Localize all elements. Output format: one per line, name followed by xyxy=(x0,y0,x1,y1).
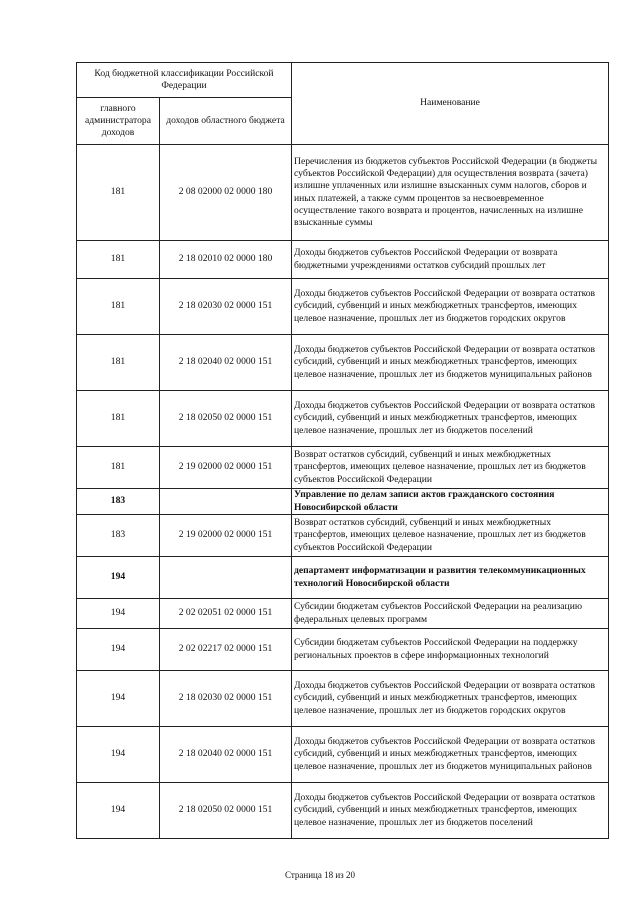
income-code-cell xyxy=(160,557,292,599)
admin-code-cell: 194 xyxy=(77,671,160,727)
income-code-cell: 2 18 02050 02 0000 151 xyxy=(160,783,292,839)
admin-code-cell: 181 xyxy=(77,335,160,391)
table-row xyxy=(77,599,609,629)
table-row xyxy=(77,515,609,557)
table-row xyxy=(77,783,609,839)
income-code-cell: 2 08 02000 02 0000 180 xyxy=(160,145,292,241)
table-row xyxy=(77,671,609,727)
income-code-cell: 2 18 02040 02 0000 151 xyxy=(160,335,292,391)
header-name: Наименование xyxy=(292,63,609,145)
table-row xyxy=(77,279,609,335)
admin-code-cell: 194 xyxy=(77,727,160,783)
admin-code-cell: 183 xyxy=(77,515,160,557)
name-cell: Возврат остатков субсидий, субвенций и иных межбюджетных трансфертов, имеющих целевое назначение, прошлых лет из бюджетов субъектов Российской Федерации xyxy=(292,447,609,489)
income-code-cell: 2 18 02030 02 0000 151 xyxy=(160,279,292,335)
header-admin: главного администратора доходов xyxy=(77,98,160,145)
name-cell: департамент информатизации и развития телекоммуникационных технологий Новосибирской области xyxy=(292,557,609,599)
name-cell: Доходы бюджетов субъектов Российской Федерации от возврата остатков субсидий, субвенций и иных межбюджетных трансфертов, имеющих целевое назначение, прошлых лет из бюджетов городских округов xyxy=(292,279,609,335)
name-cell: Управление по делам записи актов гражданского состояния Новосибирской области xyxy=(292,489,609,515)
table-row xyxy=(77,335,609,391)
admin-code-cell: 194 xyxy=(77,557,160,599)
income-code-cell xyxy=(160,489,292,515)
name-cell: Возврат остатков субсидий, субвенций и иных межбюджетных трансфертов, имеющих целевое назначение, прошлых лет из бюджетов субъектов Российской Федерации xyxy=(292,515,609,557)
name-cell: Субсидии бюджетам субъектов Российской Федерации на поддержку региональных проектов в сфере информационных технологий xyxy=(292,629,609,671)
table-row xyxy=(77,489,609,515)
table-row xyxy=(77,391,609,447)
admin-code-cell: 181 xyxy=(77,279,160,335)
income-code-cell: 2 19 02000 02 0000 151 xyxy=(160,515,292,557)
name-cell: Доходы бюджетов субъектов Российской Федерации от возврата остатков субсидий, субвенций и иных межбюджетных трансфертов, имеющих целевое назначение, прошлых лет из бюджетов муниципальных районов xyxy=(292,335,609,391)
table-body xyxy=(77,145,609,839)
table-row xyxy=(77,241,609,279)
income-code-cell: 2 18 02050 02 0000 151 xyxy=(160,391,292,447)
table-row xyxy=(77,447,609,489)
admin-code-cell: 194 xyxy=(77,599,160,629)
name-cell: Доходы бюджетов субъектов Российской Федерации от возврата бюджетными учреждениями остатков субсидий прошлых лет xyxy=(292,241,609,279)
income-code-cell: 2 18 02030 02 0000 151 xyxy=(160,671,292,727)
income-code-cell: 2 02 02217 02 0000 151 xyxy=(160,629,292,671)
table-row xyxy=(77,727,609,783)
admin-code-cell: 181 xyxy=(77,241,160,279)
income-code-cell: 2 02 02051 02 0000 151 xyxy=(160,599,292,629)
table-row xyxy=(77,557,609,599)
admin-code-cell: 181 xyxy=(77,391,160,447)
admin-code-cell: 183 xyxy=(77,489,160,515)
name-cell: Доходы бюджетов субъектов Российской Федерации от возврата остатков субсидий, субвенций и иных межбюджетных трансфертов, имеющих целевое назначение, прошлых лет из бюджетов поселений xyxy=(292,783,609,839)
income-code-cell: 2 19 02000 02 0000 151 xyxy=(160,447,292,489)
income-code-cell: 2 18 02010 02 0000 180 xyxy=(160,241,292,279)
admin-code-cell: 194 xyxy=(77,629,160,671)
header-income-code: доходов областного бюджета xyxy=(160,98,292,145)
budget-classification-table xyxy=(76,62,609,839)
name-cell: Доходы бюджетов субъектов Российской Федерации от возврата остатков субсидий, субвенций и иных межбюджетных трансфертов, имеющих целевое назначение, прошлых лет из бюджетов муниципальных районов xyxy=(292,727,609,783)
table-row xyxy=(77,145,609,241)
name-cell: Доходы бюджетов субъектов Российской Федерации от возврата остатков субсидий, субвенций и иных межбюджетных трансфертов, имеющих целевое назначение, прошлых лет из бюджетов поселений xyxy=(292,391,609,447)
admin-code-cell: 181 xyxy=(77,145,160,241)
admin-code-cell: 181 xyxy=(77,447,160,489)
name-cell: Субсидии бюджетам субъектов Российской Федерации на реализацию федеральных целевых программ xyxy=(292,599,609,629)
name-cell: Доходы бюджетов субъектов Российской Федерации от возврата остатков субсидий, субвенций и иных межбюджетных трансфертов, имеющих целевое назначение, прошлых лет из бюджетов городских округов xyxy=(292,671,609,727)
income-code-cell: 2 18 02040 02 0000 151 xyxy=(160,727,292,783)
header-code-group: Код бюджетной классификации Российской Федерации xyxy=(77,63,292,98)
table-row xyxy=(77,629,609,671)
name-cell: Перечисления из бюджетов субъектов Российской Федерации (в бюджеты субъектов Российской Федерации) для осуществления возврата (зачета) излишне уплаченных или излишне взысканных сумм налогов, сборов и иных платежей, а также сумм процентов за несвоевременное осуществление такого возврата и процентов, начисленных на излишне взысканные суммы xyxy=(292,145,609,241)
page-number: Страница 18 из 20 xyxy=(285,870,355,880)
admin-code-cell: 194 xyxy=(77,783,160,839)
